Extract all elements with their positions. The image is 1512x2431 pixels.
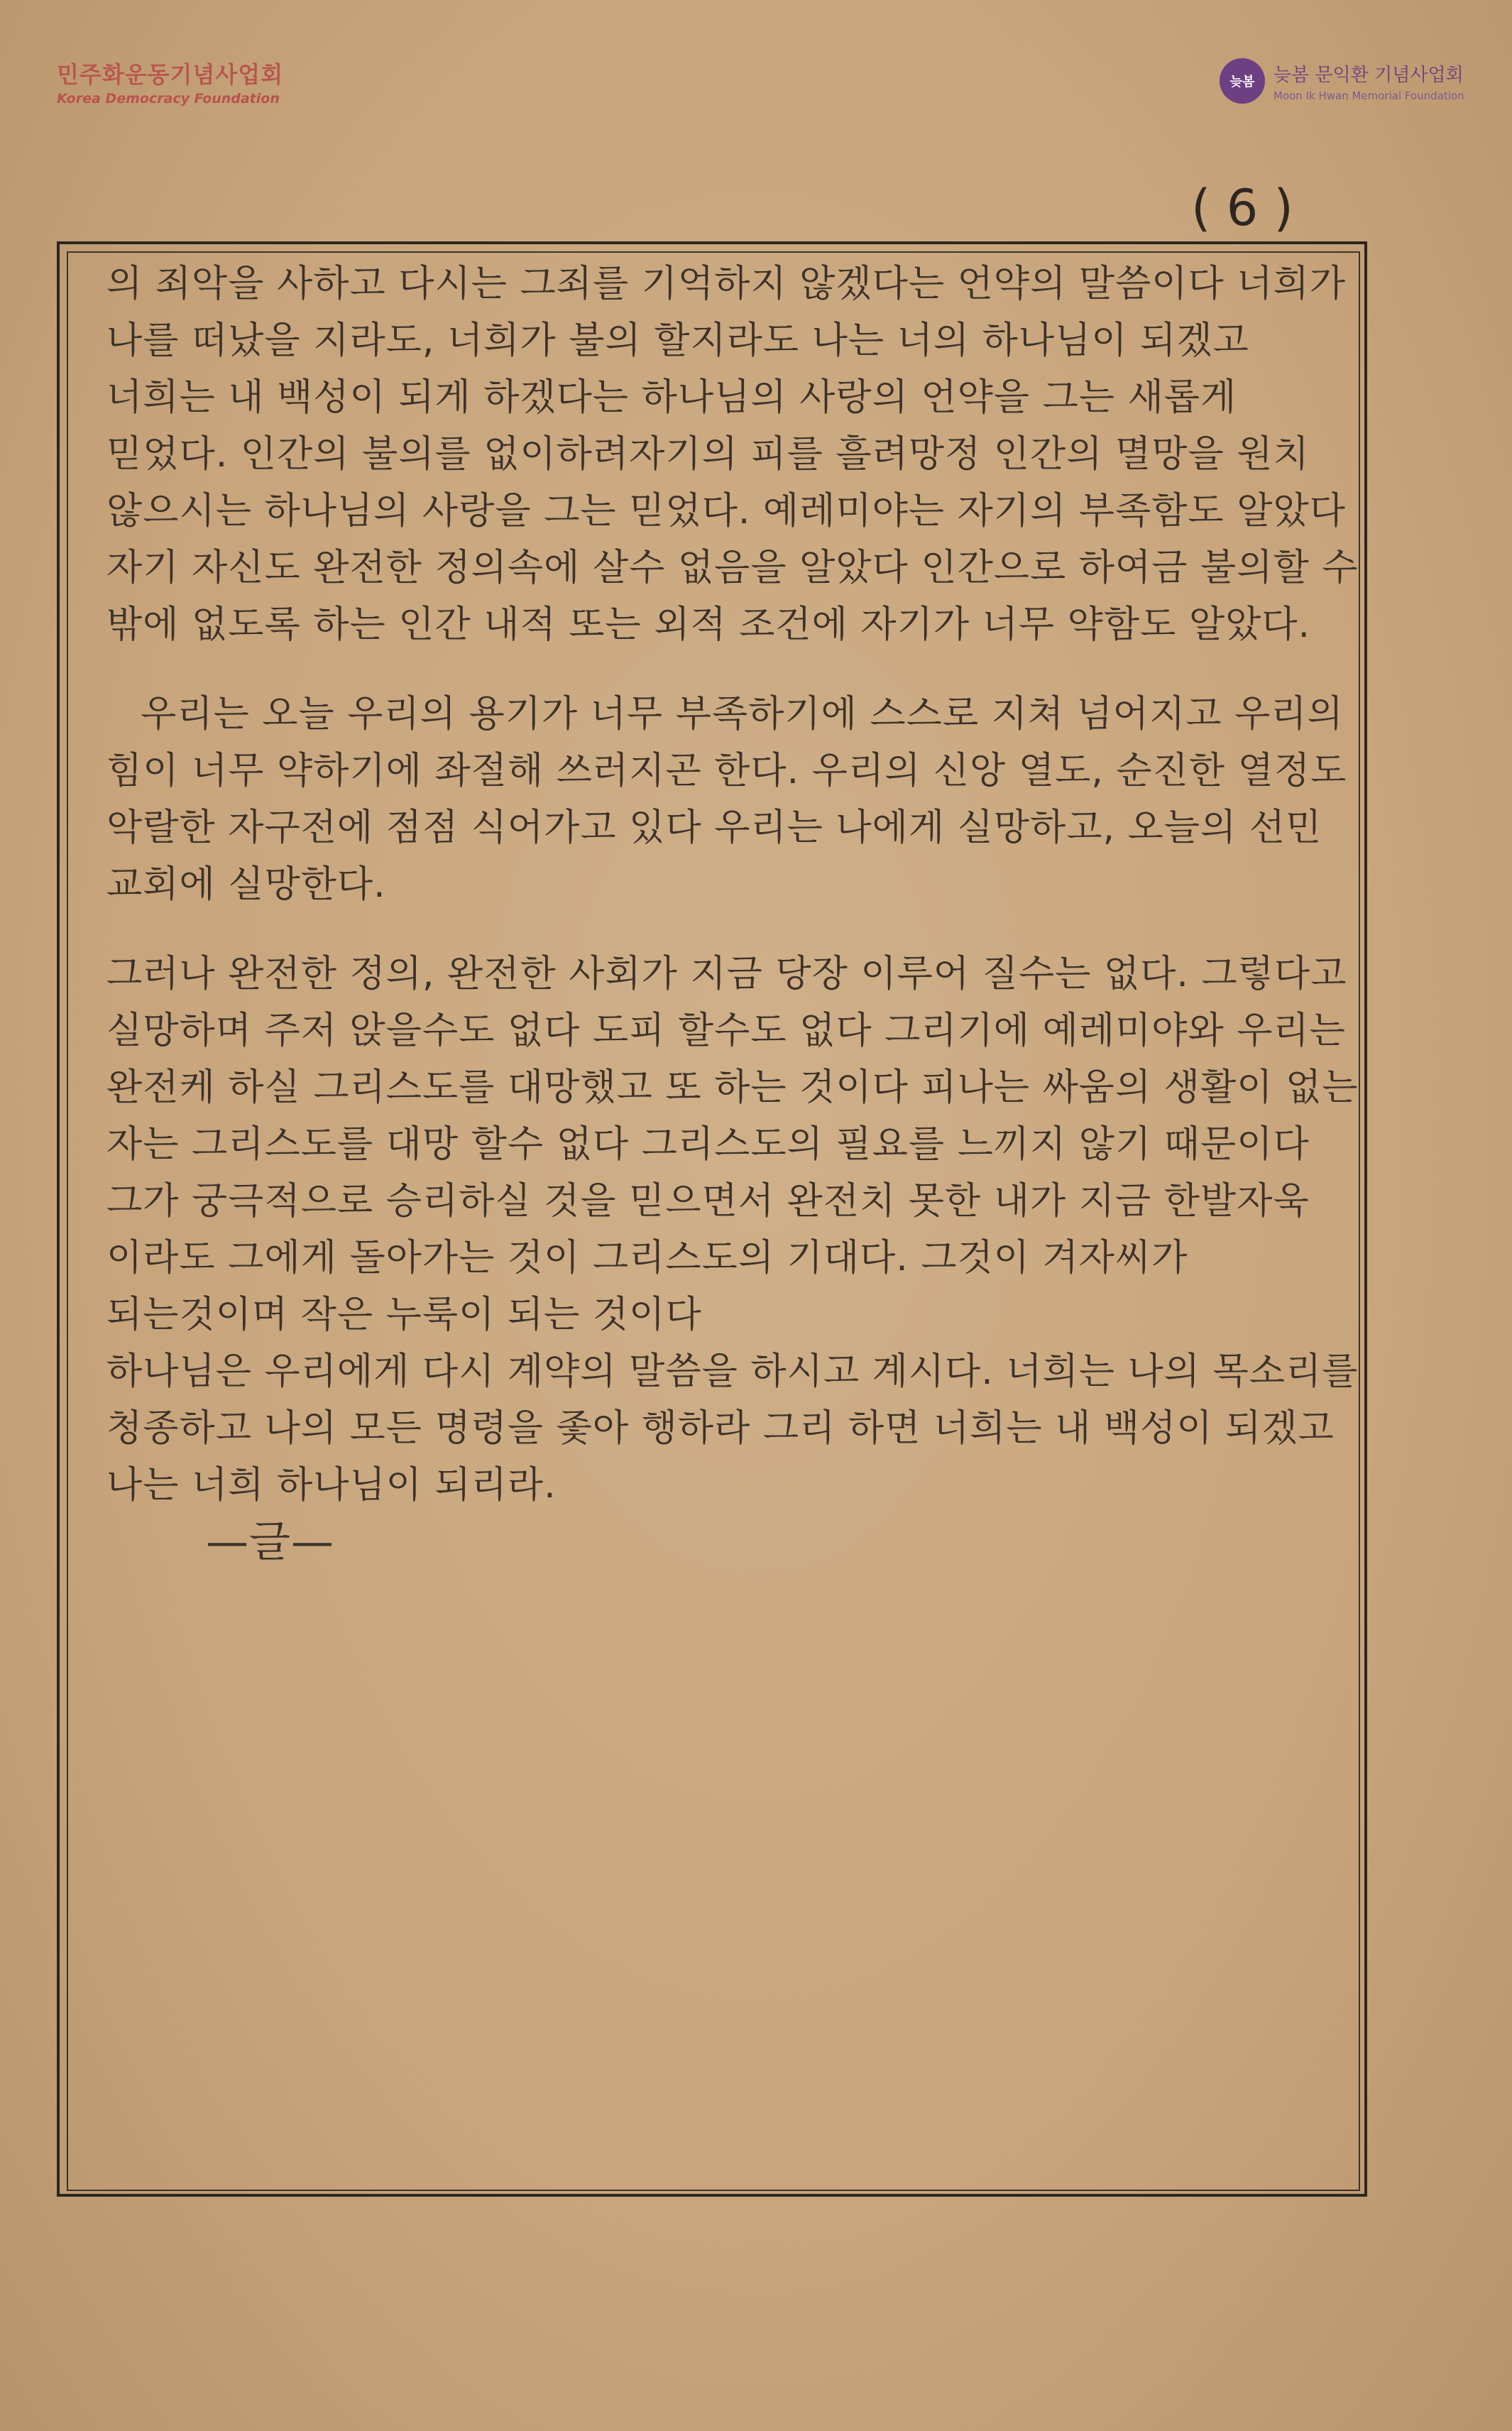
paragraph-2: 우리는 오늘 우리의 용기가 너무 부족하기에 스스로 지쳐 넘어지고 우리의 힘이 너무 약하기에 좌절해 쓰러지곤 한다. 우리의 신앙 열도, 순진한 열정도 악랄한 자구전에 점점 식어가고 있다 우리는 나에게 실망하고, 오늘의 선민 교회에 실망한다. bbox=[106, 693, 1347, 906]
author-signature: —글— bbox=[206, 1517, 334, 1567]
paragraph-4: 하나님은 우리에게 다시 계약의 말씀을 하시고 계시다. 너희는 나의 목소리를 청종하고 나의 모든 명령을 좇아 행하라 그리 하면 너희는 내 백성이 되겠고 나는 너희 하나님이 되리라. bbox=[106, 1350, 1359, 1507]
document-body bbox=[106, 256, 1363, 1570]
paragraph-1: 의 죄악을 사하고 다시는 그죄를 기억하지 않겠다는 언약의 말씀이다 너희가 나를 떠났을 지라도, 너희가 불의 할지라도 나는 너의 하나님이 되겠고 너희는 내 백성이 되게 하겠다는 하나님의 사랑의 언약을 그는 새롭게 믿었다. 인간의 불의를 없이하려자기의 피를 흘려망정 인간의 멸망을 원치 않으시는 하나님의 사랑을 그는 믿었다. 예레미야는 자기의 부족함도 알았다 자기 자신도 완전한 정의속에 살수 없음을 알았다 인간으로 하여금 불의할 수 밖에 없도록 하는 인간 내적 또는 외적 조건에 자기가 너무 약함도 알았다. bbox=[106, 263, 1359, 646]
neutbom-seal-icon: 늦봄 bbox=[1220, 58, 1265, 104]
left-logo-english: Korea Democracy Foundation bbox=[57, 91, 280, 106]
left-logo-korean: 민주화운동기념사업회 bbox=[57, 61, 284, 88]
page-number: ( 6 ) bbox=[1191, 179, 1293, 237]
paragraph-3: 그러나 완전한 정의, 완전한 사회가 지금 당장 이루어 질수는 없다. 그렇다고 실망하며 주저 앉을수도 없다 도피 할수도 없다 그리기에 예레미야와 우리는 완전케 하실 그리스도를 대망했고 또 하는 것이다 피나는 싸움의 생활이 없는 자는 그리스도를 대망 할수 없다 그리스도의 필요를 느끼지 않기 때문이다 그가 궁극적으로 승리하실 것을 믿으면서 완전치 못한 내가 지금 한발자욱 이라도 그에게 돌아가는 것이 그리스도의 기대다. 그것이 겨자씨가 되는것이며 작은 누룩이 되는 것이다 bbox=[106, 953, 1359, 1336]
moon-ik-hwan-foundation-logo bbox=[1220, 55, 1475, 106]
right-logo-korean: 늦봄 문익환 기념사업회 bbox=[1273, 64, 1464, 86]
right-logo-english: Moon Ik Hwan Memorial Foundation bbox=[1273, 89, 1464, 102]
korea-democracy-foundation-logo bbox=[57, 57, 355, 106]
